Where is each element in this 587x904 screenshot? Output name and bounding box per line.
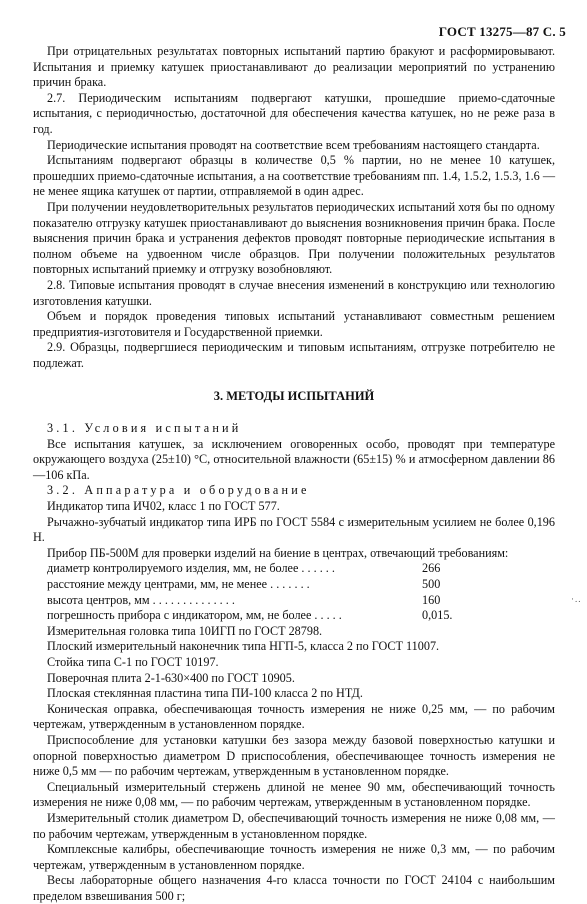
- paragraph-3-1: Все испытания катушек, за исключением оговоренных особо, проводят при температуре окружающего воздуха (25±10) °С, относительной влажности (65±15) % и атмосферном давлении 86—106 кПа.: [33, 436, 555, 482]
- paragraph: Коническая оправка, обеспечивающая точность измерения не ниже 0,25 мм, — по рабочим чертежам, утвержденным в установленном порядке.: [33, 701, 555, 732]
- paragraph: Испытаниям подвергают образцы в количестве 0,5 % партии, но не менее 10 катушек, прошедших приемо-сдаточные испытания, а на соответствие требованиям пп. 1.4, 1.5.2, 1.5.3, 1.6 — не менее ящика катушек от партии, отправляемой в один адрес.: [33, 153, 556, 199]
- paragraph: Специальный измерительный стержень длиной не менее 90 мм, обеспечивающий точность измерения не ниже 0,08 мм, — по рабочим чертежам, утвержденным в установленном порядке.: [33, 779, 555, 810]
- paragraph: Периодические испытания проводят на соответствие всем требованиям настоящего стандарта.: [47, 137, 540, 152]
- paragraph: Рычажно-зубчатый индикатор типа ИРБ по ГОСТ 5584 с измерительным усилием не более 0,196 Н.: [33, 514, 555, 545]
- paragraph: При отрицательных результатах повторных испытаний партию бракуют и расформировывают. Испытания и приемку катушек приостанавливают до реализации мероприятий по устранению причин брака.: [33, 44, 555, 90]
- paragraph: Объем и порядок проведения типовых испытаний устанавливают совместным решением предприятия-изготовителя и Государственной приемки.: [33, 309, 555, 339]
- spec-label: высота центров, мм . . . . . . . . . . . . . .: [47, 592, 235, 607]
- paragraph-2-9: 2.9. Образцы, подвергшиеся периодическим и типовым испытаниям, отгрузке потребителю не подлежат.: [33, 340, 555, 370]
- paragraph: Стойка типа С-1 по ГОСТ 10197.: [47, 654, 219, 669]
- paragraph-2-7: 2.7. Периодическим испытаниям подвергают катушки, прошедшие приемо-сдаточные испытания, с периодичностью, достаточной для обеспечения качества катушек, но не реже раза в год.: [33, 90, 555, 136]
- spec-label: диаметр контролируемого изделия, мм, не более . . . . . .: [47, 561, 335, 576]
- paragraph: Весы лабораторные общего назначения 4-го класса точности по ГОСТ 24104 с наибольшим пределом взвешивания 500 г;: [33, 873, 555, 903]
- spec-row: [33, 561, 452, 577]
- spec-row: [33, 577, 452, 593]
- page-body: [33, 44, 555, 904]
- spec-value: 266: [422, 561, 441, 576]
- paragraph: Прибор ПБ-500М для проверки изделий на биение в центрах, отвечающий требованиям:: [47, 545, 509, 560]
- paragraph: Плоская стеклянная пластина типа ПИ-100 класса 2 по НТД.: [47, 686, 363, 701]
- spec-value: 160: [422, 592, 441, 607]
- spec-label: расстояние между центрами, мм, не менее . . . . . . .: [47, 577, 310, 591]
- section-title: 3. МЕТОДЫ ИСПЫТАНИЙ: [213, 389, 375, 404]
- spec-row: [33, 608, 452, 624]
- spec-value: 500: [422, 577, 441, 591]
- paragraph: Комплексные калибры, обеспечивающие точность измерения не ниже 0,3 мм, — по рабочим чертежам, утвержденным в установленном порядке.: [33, 842, 555, 872]
- spec-label: погрешность прибора с индикатором, мм, не более . . . . .: [47, 608, 342, 623]
- scan-artifact: ·..: [571, 594, 582, 604]
- subsection-heading-3-1: 3.1. Условия испытаний: [47, 421, 242, 436]
- paragraph: Плоский измерительный наконечник типа НГП-5, класса 2 по ГОСТ 11007.: [47, 639, 440, 654]
- spec-table: [33, 561, 452, 623]
- paragraph: При получении неудовлетворительных результатов периодических испытаний хотя бы по одному показателю отгрузку катушек приостанавливают до выяснения возникновения причин брака. После выяснения причин брака и устранения дефектов проводят повторные периодические испытания в полном объеме на удвоенном числе образцов. При получении положительных результатов повторных испытаний приемку и отгрузку возобновляют.: [33, 199, 555, 277]
- spec-value: 0,015.: [422, 608, 453, 623]
- paragraph: Измерительная головка типа 10ИГП по ГОСТ 28798.: [47, 623, 323, 638]
- paragraph-2-8: 2.8. Типовые испытания проводят в случае внесения изменений в конструкцию или технологию изготовления катушки.: [33, 277, 555, 308]
- paragraph: Измерительный столик диаметром D, обеспечивающий точность измерения не ниже 0,08 мм, — по рабочим чертежам, утвержденным в установленном порядке.: [33, 810, 555, 841]
- paragraph: Приспособление для установки катушки без зазора между базовой поверхностью катушки и опорной поверхностью диаметром D приспособления, обеспечивающее точность измерения не ниже 0,5 мм — по рабочим чертежам, утвержденным в установленном порядке.: [33, 732, 555, 779]
- paragraph: Поверочная плита 2-1-630×400 по ГОСТ 10905.: [47, 670, 295, 685]
- paragraph: Индикатор типа ИЧ02, класс 1 по ГОСТ 577.: [47, 499, 280, 514]
- page-header: ГОСТ 13275—87 С. 5: [438, 24, 566, 39]
- spec-row: [33, 593, 452, 609]
- subsection-heading-3-2: 3.2. Аппаратура и оборудование: [47, 483, 310, 498]
